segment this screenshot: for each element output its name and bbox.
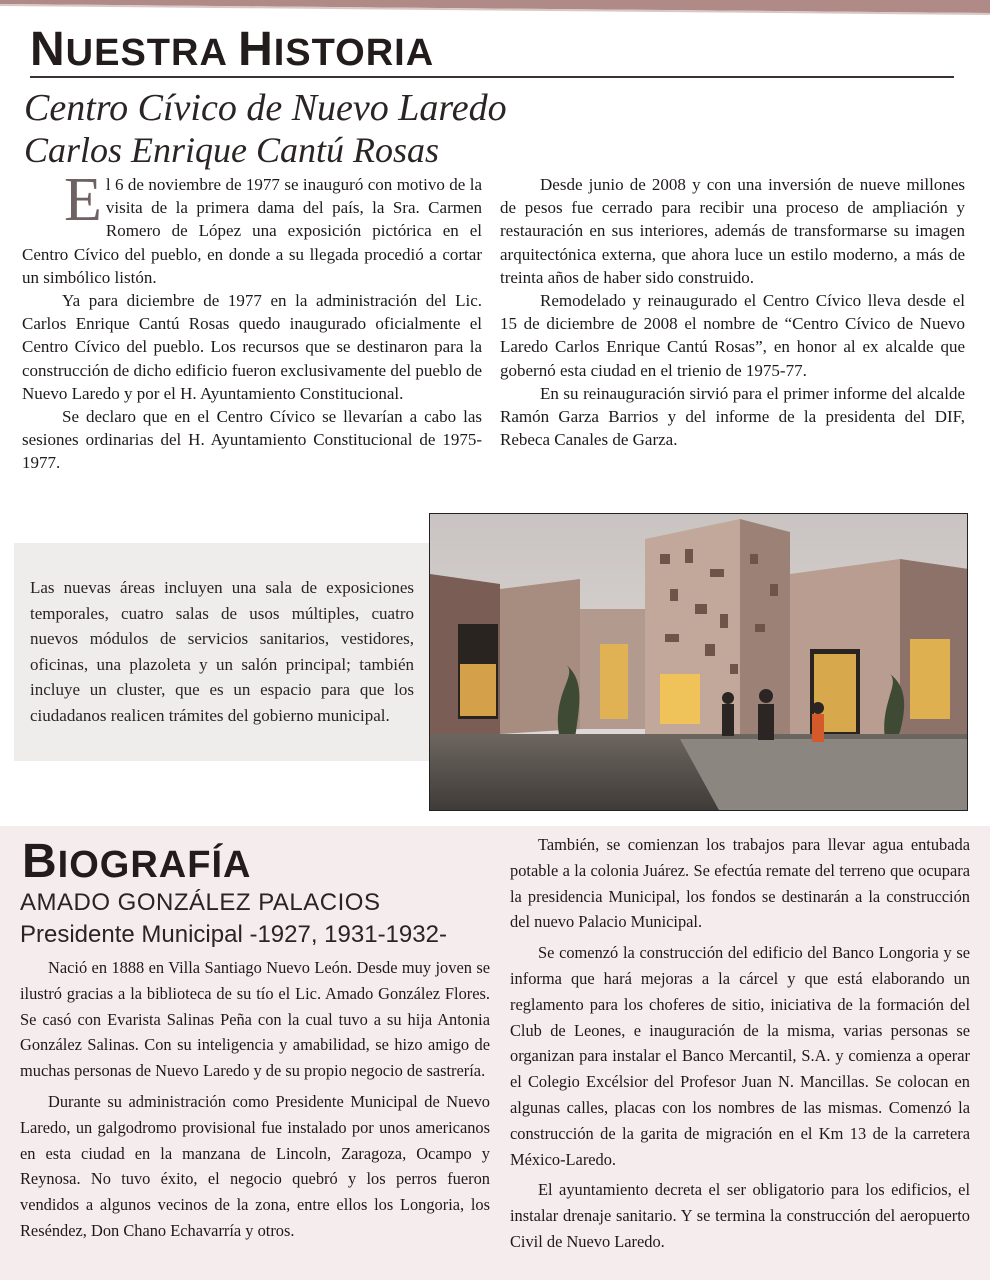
bio-title-cap-letter: B [22,835,58,888]
biography-name: AMADO GONZÁLEZ PALACIOS [20,889,381,916]
biography-column-right [510,832,970,1260]
bio-title-rest: IOGRAFÍA [57,844,252,886]
building-photo [429,513,968,811]
biography-paragraph-3: También, se comienzan los trabajos para llevar agua entubada potable a la colonia Juárez. Se efectúa remate del terreno que ocupara la presidencia Municipal, los fondos se destinarán a la construcción del nuevo Palacio Municipal. [510,835,970,932]
paragraph-text: l 6 de noviembre de 1977 se inauguró con motivo de la visita de la primera dama del país, la Sra. Carmen Romero de López una exposición pictórica en el Centro Cívico del pueblo, en donde a su llegada procedió a cortar un simbólico listón. [22,175,482,287]
article-paragraph-5: Remodelado y reinaugurado el Centro Cívico lleva desde el 15 de diciembre de 2008 el nombre de “Centro Cívico de Nuevo Laredo Carlos Enrique Cantú Rosas”, en honor al ex alcalde que gobernó esta ciudad en el trienio de 1975-77. [500,291,965,380]
article-subheading: Carlos Enrique Cantú Rosas [24,130,440,170]
biography-paragraph-4: Se comenzó la construcción del edificio del Banco Longoria y se informa que hará mejoras a la cárcel y que está elaborando un reglamento para los choferes de sitio, iniciativa de la formación del Club de Leones, e inauguración de la misma, varias personas se organizan para instalar el Banco Mercantil, S.A. y comienza a operar el Colegio Excélsior del Profesor Juan N. Mancillas. Se colocan en algunas calles, placas con los nombres de las mismas. Comenzó la construcción de la garita de migración en el Km 13 de la carretera México-Laredo. [510,943,970,1169]
title-cap-letter: N [30,23,66,76]
article-paragraph-6: En su reinauguración sirvió para el primer informe del alcalde Ramón Garza Barrios y del informe de la presidenta del DIF, Rebeca Canales de Garza. [500,383,965,450]
article-paragraph-4: Desde junio de 2008 y con una inversión de nueve millones de pesos fue cerrado para recibir una proceso de ampliación y restauración en sus interiores, además de transformarse su imagen arquitectónica externa, que ahora luce un estilo moderno, a más de treinta años de haber sido construido. [500,175,965,287]
biography-paragraph-5: El ayuntamiento decreta el ser obligatorio para los edificios, el instalar drenaje sanitario. Y se termina la construcción del aeropuerto Civil de Nuevo Laredo. [510,1180,970,1251]
top-decorative-band [0,0,990,22]
title-rest: UESTRA [65,32,239,74]
article-column-right [500,173,965,451]
article-paragraph-2: Ya para diciembre de 1977 en la administración del Lic. Carlos Enrique Cantú Rosas quedo inaugurado oficialmente el Centro Cívico del pueblo. Los recursos que se destinaron para la construcción de dicho edificio fueron exclusivamente del pueblo de Nuevo Laredo y por el H. Ayuntamiento Constitucional. [22,291,482,403]
article-paragraph-3: Se declaro que en el Centro Cívico se llevarían a cabo las sesiones ordinarias del H. Ayuntamiento Constitucional de 1975-1977. [22,407,482,473]
biography-paragraph-2: Durante su administración como Presidente Municipal de Nuevo Laredo, un galgodromo provisional fue instalado por unos americanos en esta ciudad en la manzana de Lincoln, Zaragoza, Ocampo y Reynosa. No tuvo éxito, el negocio quebró y los perros fueron vendidos a algunos vecinos de la zona, entre ellos los Longoria, los Reséndez, Don Chano Echavarría y otros. [20,1091,490,1240]
biography-title [22,834,251,889]
page-title [30,22,434,77]
sidebar-text: Las nuevas áreas incluyen una sala de exposiciones temporales, cuatro salas de usos múltiples, cuatro nuevos módulos de servicios sanitarios, vestidores, oficinas, una plazoleta y un salón principal; también incluye un cluster, que es un espacio para que los ciudadanos realicen trámites del gobierno municipal. [30,578,414,725]
article-paragraph-1 [22,166,482,289]
biography-column-left [20,955,490,1249]
article-heading: Centro Cívico de Nuevo Laredo [24,87,507,129]
title-divider [30,76,954,78]
biography-paragraph-1: Nació en 1888 en Villa Santiago Nuevo León. Desde muy joven se ilustró gracias a la biblioteca de su tío el Lic. Amado González Flores. Se casó con Evarista Salinas Peña con la cual tuvo a su hija Antonia González Salinas. Con su inteligencia y amabilidad, se hizo amigo de muchas personas de Nuevo Laredo y de su propio negocio de sastrería. [20,958,490,1081]
biography-role: Presidente Municipal -1927, 1931-1932- [20,921,447,948]
title-cap-letter-2: H [238,23,274,76]
title-rest-2: ISTORIA [273,32,435,74]
drop-cap: E [64,166,102,234]
article-column-left [22,166,482,475]
